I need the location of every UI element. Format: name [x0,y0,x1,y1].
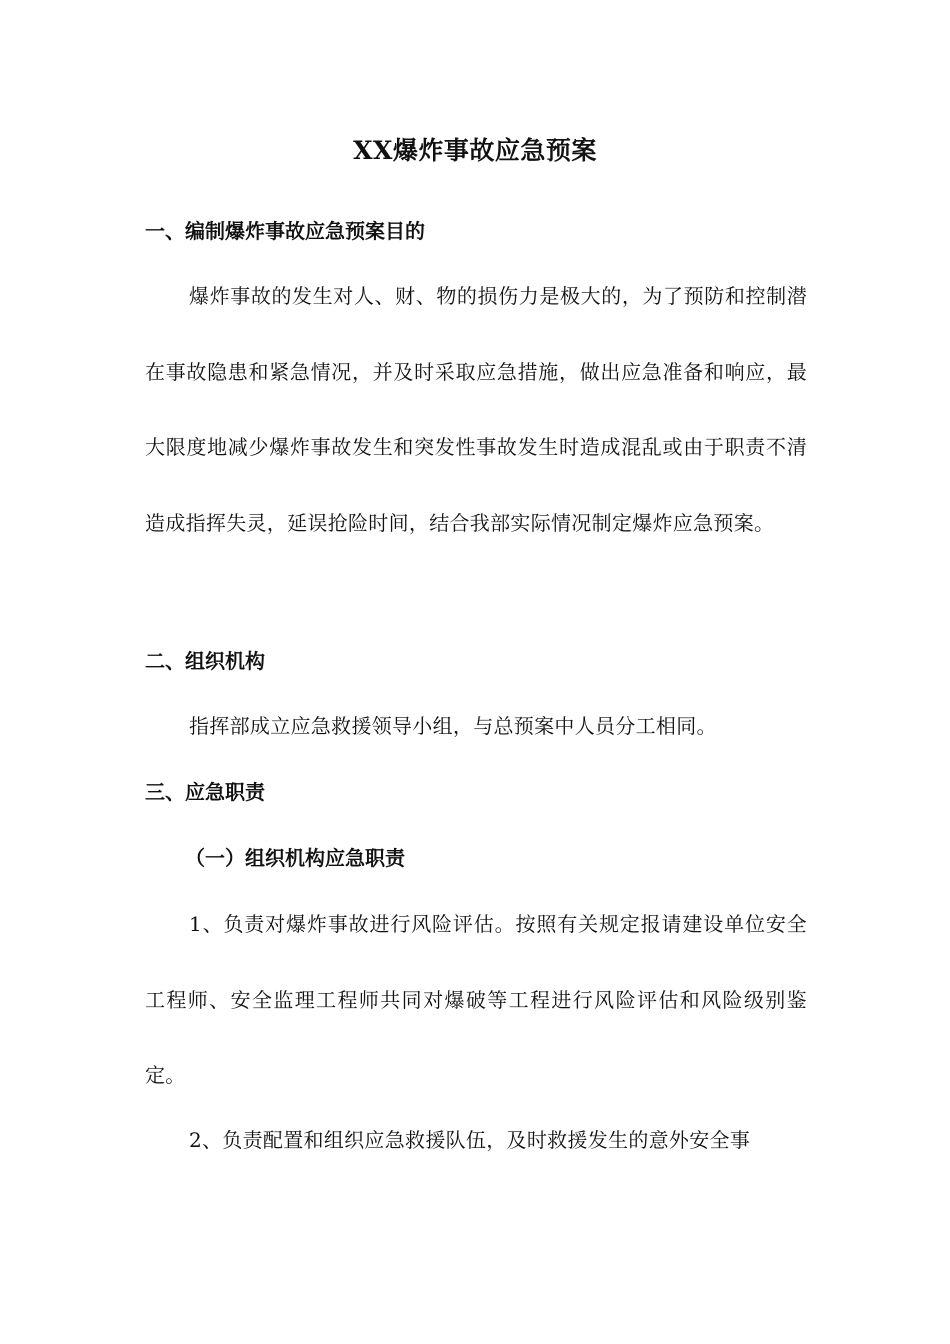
document-title: XX爆炸事故应急预案 [353,136,597,165]
duty-item-1: 1、负责对爆炸事故进行风险评估。按照有关规定报请建设单位安全工程师、安全监理工程师共同对爆破等工程进行风险评估和风险级别鉴定。 [145,912,807,1087]
section-purpose-paragraph: 爆炸事故的发生对人、财、物的损伤力是极大的，为了预防和控制潜在事故隐患和紧急情况，并及时采取应急措施，做出应急准备和响应，最大限度地减少爆炸事故发生和突发性事故发生时造成混乱或由于职责不清造成指挥失灵，延误抢险时间，结合我部实际情况制定爆炸应急预案。 [145,284,807,535]
subsection-heading-org-duties: （一）组织机构应急职责 [185,846,405,870]
section-heading-duties: 三、应急职责 [145,780,265,804]
section-organization-paragraph: 指挥部成立应急救援领导小组，与总预案中人员分工相同。 [189,714,717,738]
section-heading-organization: 二、组织机构 [145,649,265,673]
section-heading-purpose: 一、编制爆炸事故应急预案目的 [145,219,425,243]
duty-item-2: 2、负责配置和组织应急救援队伍，及时救援发生的意外安全事 [189,1128,751,1152]
